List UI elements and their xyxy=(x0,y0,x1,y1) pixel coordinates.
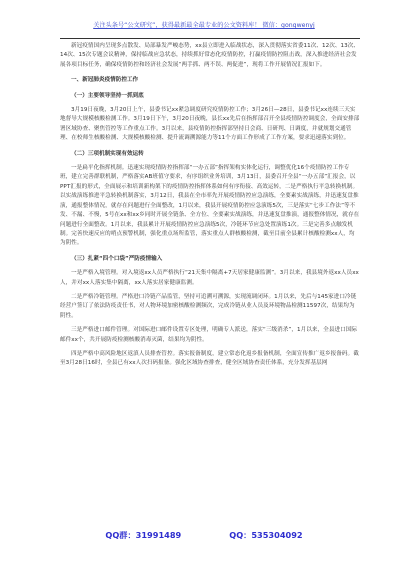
paragraph-4: 二是严格冷链管理。严格进口冷链产品监管，坚持可追溯可溯源，实现流调闭环。1月以来，先后与145家进口冷链经营户签订了依法防疫责任书，对人物环境加密核酸检测频次，完成冷链从业人员及环境物品检测11597次，结果均为阴性。 xyxy=(60,293,357,319)
promo-banner-link[interactable]: 关注头条号“公文研究”，获得最新最全最专业的公文资料库！ 微信：gongwenyj xyxy=(93,22,315,29)
paragraph-3: 一是严格入境管理。对入境返xx人员严格执行“21天集中隔离+7天居家健康监测”。3月以来，我县境外返xx人员xx人，并对xx人落实集中隔离，xx人落实居家健康监测。 xyxy=(60,270,359,286)
paragraph-5: 三是严格进口邮件管理。对国际进口邮件设置专区处理，明确专人派送，落实“三级消杀”，1月以来，全县进口国际邮件xx个，共开展防疫检测核酸消毒灭菌，结果均为阴性。 xyxy=(60,327,358,343)
intro-paragraph: 新冠疫情国内呈现多点散发、局部暴发严峻态势，xx县立即进入临战状态，深入贯彻落实省委11次、12次、13次、14次、15次专题会议精神，保持临战应急状态，持续抓好常态化疫情防控，打赢疫情防控阻击战，深入推进经济社会发展各项目标任务，确保疫情防控和经济社会发展“两手抓、两不误、两促进”，现将工作开展情况汇报如下。 xyxy=(60,43,359,68)
subsection-heading-2: （二）三项机制实现有效运转 xyxy=(71,150,144,157)
subsection-heading-3: （三）扎紧“四个口袋”严防疫情输入 xyxy=(71,255,163,262)
qq-group-label: QQ群：31991489 xyxy=(105,530,182,540)
header-divider xyxy=(60,38,360,39)
document-body xyxy=(60,42,360,520)
paragraph-6: 四是严格中高风险地区返滇人员排查管控。落实报备制度，建立常态化返乡报备机制，全面宣传推广返乡报备码。截至3月28日16时，全县已有xx人次扫码报备。强化区域协查排查，健全区域协查责任体系，充分发挥基层网 xyxy=(60,350,359,367)
qq-contact-label: QQ：535304092 xyxy=(229,530,303,540)
subsection-heading-1: （一）主要领导坚持一抓到底 xyxy=(71,92,144,99)
paragraph-1: 3月19日夜晚，3月20日上午，县委书记xx紧急调度研究疫情防控工作；3月26日—28日，县委书记xx连续三天实地督导大规模核酸检测工作。3月19日下午，3月20日夜晚，县长xx先后在指挥部召开全县疫情防控调度会，全面安排部署区域协查、聚焦管控等工作重点工作。3月以来，县疫情防控指挥部坚持日会商、日研判、日调度，并就规划交通管理、在校师生核酸检测、大规模核酸检测、提升流调溯源能力等11个方面工作形成了工作方案，要求迅速落实到位。 xyxy=(60,107,360,142)
section-heading: 一、新冠肺炎疫情防控工作 xyxy=(71,77,139,84)
paragraph-2: 一是扁平化指挥机制。迅速实现疫情防控指挥部“一办五部”指挥架构实体化运行，调整优化16个疫情防控工作专班，建立完善群联机制，严格落实AB班值守要求，有序组织业务培训，3月13日，县委召开全县“一办五部”汇报会，以PPT汇报的形式，全面展示和培训新构架下的疫情防控指挥体系如何有序衔接、高效运转，二是严格执行平急转换机制。以实战演练推进平急转换机制落实，3月12日，我县在全市率先开展疫情防控应急演练，全要素实战演练，并迅速复盘推演，通报整体情况，就存在问题进行全面整改，1月以来，我县开展疫情防控应急演练5次，三是落实“七步工作法”等不发、不漏、不慢，5号在xx和xx乡同时开展全链条、全方位、全要素实战演练，并迅速复盘推演，通报整体情况，就存在问题进行全面整改。1月以来，我县累计开展疫情防控应急演练5次，冷链环节应急处置演练1次。三是完善多点触发机制。完善快速反应的哨点预警机制，强化重点场所监管，落实重点人群核酸检测，截至目前全县累计核酸检测xx人，均为阴性。 xyxy=(60,165,360,247)
footer-contacts xyxy=(0,530,408,550)
